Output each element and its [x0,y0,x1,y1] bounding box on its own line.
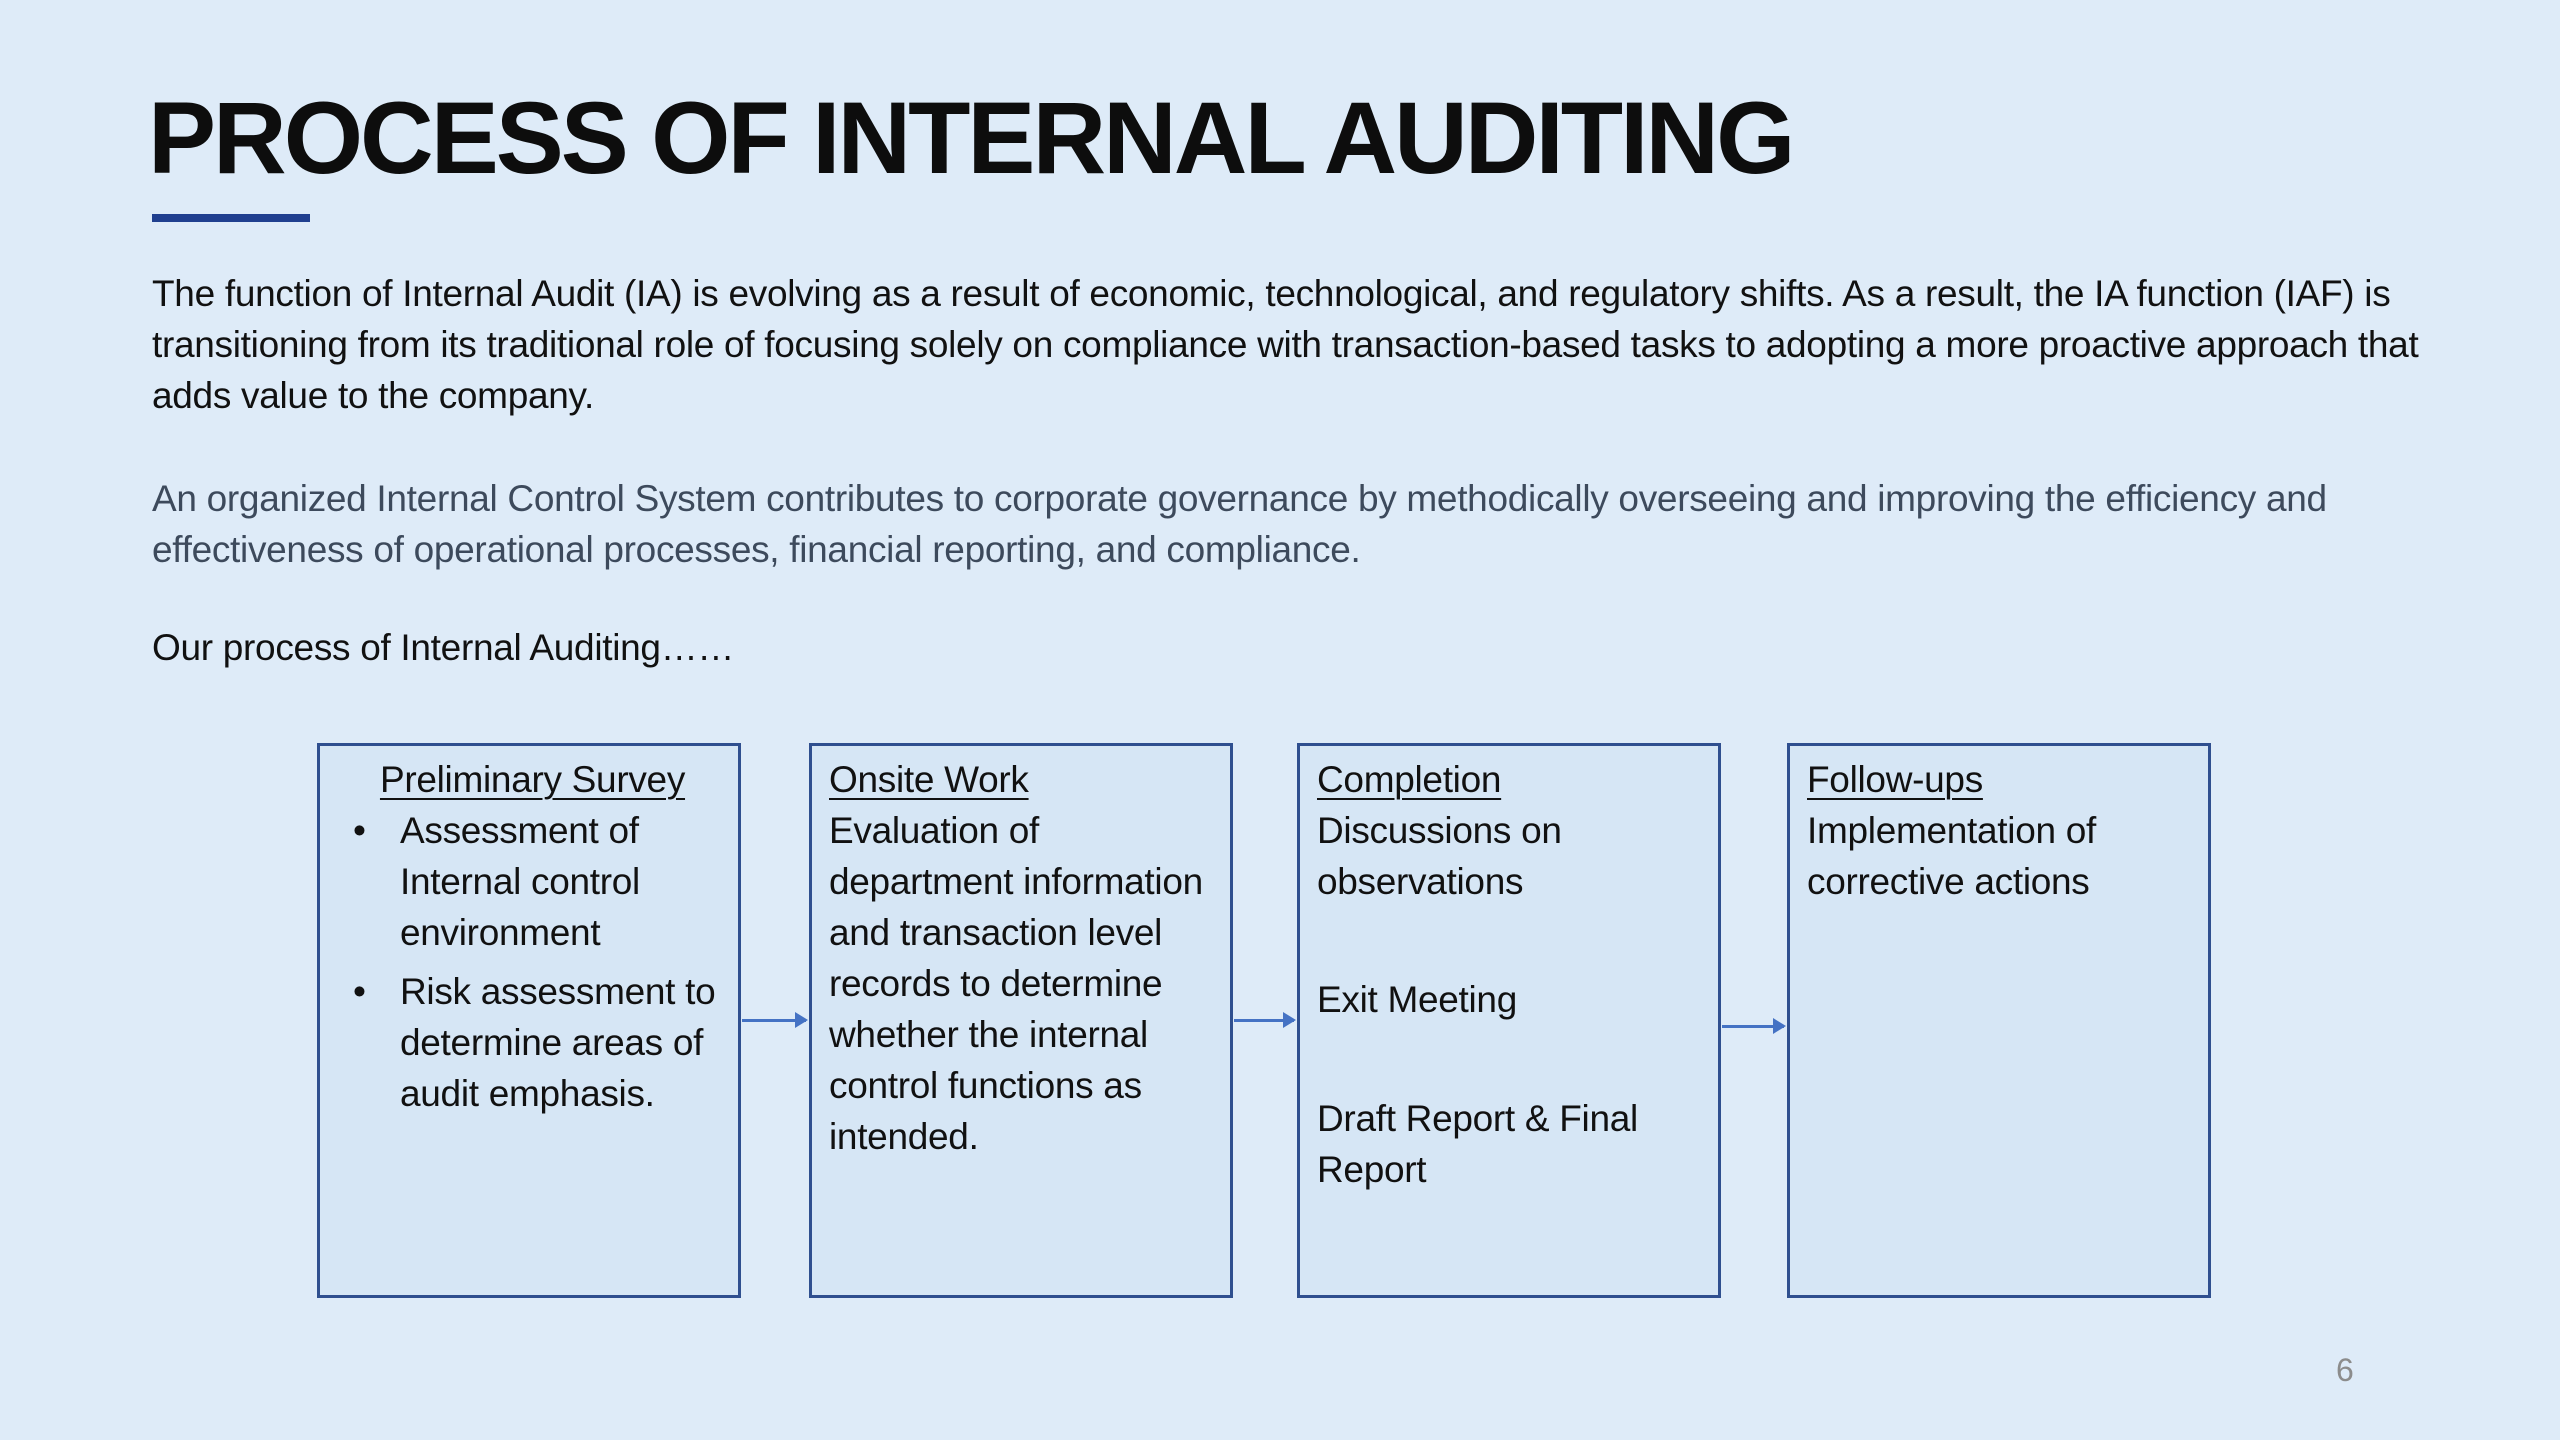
list-item [337,966,728,1119]
internal-control-paragraph: An organized Internal Control System contributes to corporate governance by methodically overseeing and improving the efficiency and effectiveness of operational processes, financial reporting, and compliance. [152,478,2327,570]
page-title: PROCESS OF INTERNAL AUDITING [148,81,1793,195]
bullet-icon: • [353,810,366,851]
step-title: Completion [1317,759,1502,800]
step-box-completion [1297,743,1721,1298]
intro-paragraph: The function of Internal Audit (IA) is evolving as a result of economic, technological, and regulatory shifts. As a result, the IA function (IAF) is transitioning from its traditional role of focusing solely on compliance with transaction-based tasks to adopting a more proactive approach that adds value to the company. [152,273,2419,416]
step-box-follow-ups [1787,743,2211,1298]
step-line: Exit Meeting [1317,979,1517,1020]
title-underline [152,214,310,222]
step-box-onsite-work [809,743,1233,1298]
step-line: Draft Report & Final Report [1317,1098,1638,1190]
arrow-right-icon [742,1019,806,1022]
step-title: Preliminary Survey [379,759,686,800]
step-line: Discussions on observations [1317,810,1562,902]
bullet-list [337,805,728,1119]
bullet-text: Assessment of Internal control environment [400,810,640,953]
page-number: 6 [2336,1352,2354,1388]
arrow-right-icon [1722,1025,1784,1028]
step-text: Implementation of corrective actions [1807,810,2097,902]
process-lead-in: Our process of Internal Auditing…… [152,627,735,668]
bullet-text: Risk assessment to determine areas of audit emphasis. [400,971,716,1114]
step-box-preliminary-survey [317,743,741,1298]
step-title: Onsite Work [829,759,1029,800]
list-item [337,805,728,958]
bullet-icon: • [353,971,366,1012]
arrow-right-icon [1234,1019,1294,1022]
step-text: Evaluation of department information and transaction level records to determine whether the internal control functions as intended. [829,810,1203,1157]
step-title: Follow-ups [1807,759,1983,800]
